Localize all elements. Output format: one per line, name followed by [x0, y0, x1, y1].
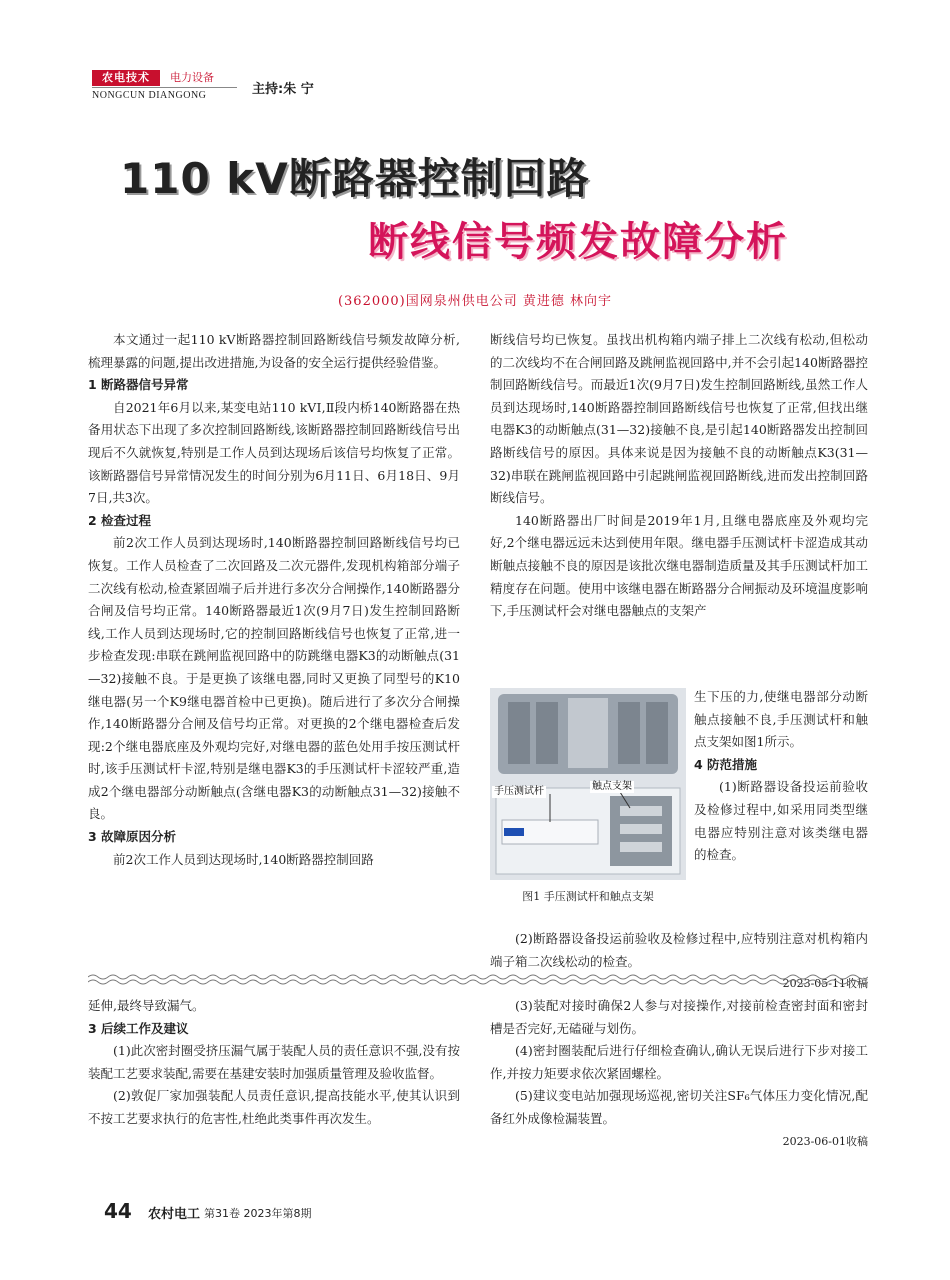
figure-caption: 图1 手压测试杆和触点支架	[522, 890, 654, 903]
header-rule	[92, 87, 237, 88]
article2-paragraph-2: (2)敦促厂家加强装配人员责任意识,提高技能水平,使其认识到不按工艺要求执行的危害性,杜绝此类事件再次发生。	[88, 1088, 460, 1126]
column-subtag: 电力设备	[170, 71, 214, 84]
figure-label-bracket: 触点支架	[592, 781, 632, 792]
article1-column-left	[88, 329, 460, 871]
section1-paragraph: 自2021年6月以来,某变电站110 kVⅠ,Ⅱ段内桥140断路器在热备用状态下出现了多次控制回路断线,该断路器控制回路断线信号出现后不久就恢复,特别是工作人员到达现场后该信号均恢复了正常。该断路器信号异常情况发生的时间分别为6月11日、6月18日、9月7日,共3次。	[88, 399, 460, 506]
column-host: 主持:朱 宁	[252, 82, 314, 97]
relay-illustration	[490, 688, 686, 880]
article-title-line2: 断线信号频发故障分析	[368, 219, 788, 265]
section-heading-3: 3 故障原因分析	[88, 829, 177, 845]
section2-paragraph: 前2次工作人员到达现场时,140断路器控制回路断线信号均已恢复。工作人员检查了二次回路及二次元器件,发现机构箱部分端子二次线有松动,检查紧固端子后并进行多次分合闸操作,140断路器分合闸及信号均正常。140断路器最近1次(9月7日)发生控制回路断线,工作人员到达现场时,它的控制回路断线信号也恢复了正常,进一步检查发现:串联在跳闸监视回路中的防跳继电器K3的动断触点(31—32)接触不良。于是更换了该继电器,同时又更换了同型号的K10继电器(另一个K9继电器首检中已更换)。随后进行了多次分合闸操作,140断路器分合闸及信号均正常。对更换的2个继电器检查后发现:2个继电器底座及外观均完好,对继电器的蓝色处用手按压测试杆时,该手压测试杆卡涩,特别是继电器K3的手压测试杆卡涩较严重,造成2个继电器部分动断触点(含继电器K3的动断触点31—32)接触不良。	[88, 535, 460, 822]
article2-paragraph-1: (1)此次密封圈受挤压漏气属于装配人员的责任意识不强,没有按装配工艺要求装配,需要在基建安装时加强质量管理及验收监督。	[88, 1043, 460, 1081]
article2-column-right	[490, 995, 868, 1153]
section-heading-2: 2 检查过程	[88, 512, 152, 528]
article2-paragraph-5: (5)建议变电站加强现场巡视,密切关注SF₆气体压力变化情况,配备红外成像检漏装置。	[490, 1088, 868, 1126]
section-heading-1: 1 断路器信号异常	[88, 377, 189, 393]
article1-column-right-wrap	[694, 686, 868, 867]
article2-continuation: 延伸,最终导致漏气。	[88, 998, 205, 1013]
figure-relay-photo	[490, 688, 686, 880]
article2-paragraph-4: (4)密封圈装配后进行仔细检查确认,确认无误后进行下步对接工作,并按力矩要求依次紧固螺栓。	[490, 1043, 868, 1081]
section4-paragraph-1: (1)断路器设备投运前验收及检修过程中,如采用同类型继电器应特别注意对该类继电器的检查。	[694, 779, 868, 863]
article-divider	[88, 973, 868, 985]
section3-paragraph-2-wrap: 生下压的力,使继电器部分动断触点接触不良,手压测试杆和触点支架如图1所示。	[694, 689, 868, 750]
article-title-line1: 110 kV断路器控制回路	[120, 154, 590, 203]
section3-paragraph-cont: 断线信号均已恢复。虽找出机构箱内端子排上二次线有松动,但松动的二次线均不在合闸回路及跳闸监视回路中,并不会引起140断路器控制回路断线信号。而最近1次(9月7日)发生控制回路断线,虽然工作人员到达现场时,140断路器控制回路断线信号也恢复了正常,但找出继电器K3的动断触点(31—32)接触不良,是引起140断路器发出控制回路断线信号的原因。具体来说是因为接触不良的动断触点K3(31—32)串联在跳闸监视回路中引起跳闸监视回路断线,进而发出控制回路断线信号。	[490, 332, 868, 506]
received-date-2: 2023-06-01收稿	[782, 1134, 868, 1148]
journal-name: 农村电工	[148, 1207, 201, 1222]
received-date-1: 2023-05-11收稿	[782, 977, 868, 991]
article1-column-right-lower	[490, 928, 868, 996]
article2-section-heading-3: 3 后续工作及建议	[88, 1020, 189, 1036]
journal-issue: 第31卷 2023年第8期	[204, 1207, 312, 1220]
author-line: (362000)国网泉州供电公司 黄进德 林向宇	[337, 294, 613, 309]
section3-paragraph-start: 前2次工作人员到达现场时,140断路器控制回路	[113, 851, 374, 867]
page-number: 44	[104, 1199, 132, 1223]
article2-column-left	[88, 995, 460, 1131]
column-pinyin: NONGCUN DIANGONG	[92, 90, 207, 101]
article2-paragraph-3: (3)装配对接时确保2人参与对接操作,对接前检查密封面和密封槽是否完好,无磕碰与划伤。	[490, 998, 868, 1036]
section3-paragraph-2: 140断路器出厂时间是2019年1月,且继电器底座及外观均完好,2个继电器远远未达到使用年限。继电器手压测试杆卡涩造成其动断触点接触不良的原因是该批次继电器制造质量及其手压测试杆加工精度存在问题。使用中该继电器在断路器分合闸振动及环境温度影响下,手压测试杆会对继电器触点的支架产	[490, 512, 868, 619]
figure-label-lever: 手压测试杆	[494, 786, 544, 797]
section4-paragraph-2: (2)断路器设备投运前验收及检修过程中,应特别注意对机构箱内端子箱二次线松动的检查。	[490, 931, 868, 969]
intro-paragraph: 本文通过一起110 kV断路器控制回路断线信号频发故障分析,梳理暴露的问题,提出改进措施,为设备的安全运行提供经验借鉴。	[88, 332, 460, 370]
article1-column-right	[490, 329, 868, 623]
section-heading-4: 4 防范措施	[694, 756, 758, 772]
column-tag: 农电技术	[92, 70, 160, 86]
